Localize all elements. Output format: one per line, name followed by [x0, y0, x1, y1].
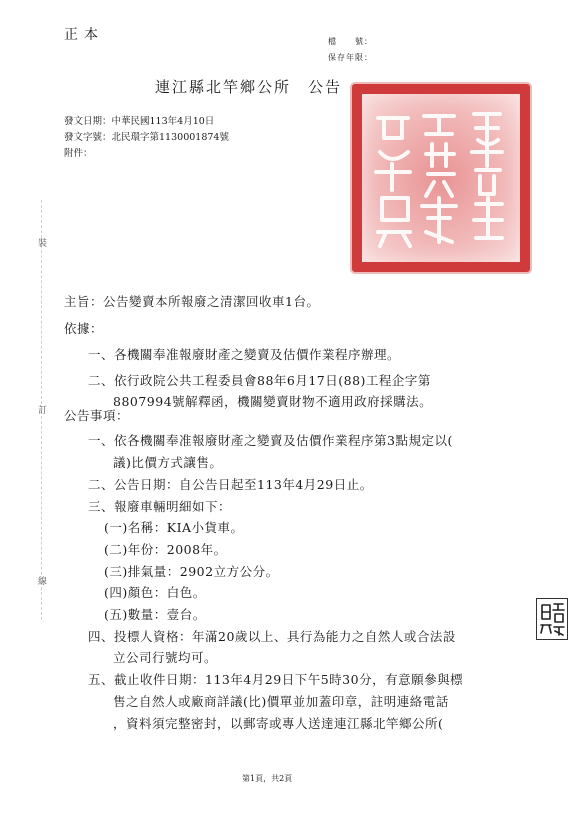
vehicle-quantity: (五)數量：壹台。: [104, 607, 206, 622]
file-number-label: 檔 號：: [328, 37, 373, 46]
notice-heading: 公告事項：: [64, 408, 130, 423]
notice-item-5-cont-2: ，資料須完整密封，以郵寄或專人送達連江縣北竿鄉公所(: [113, 716, 444, 731]
notice-item-2: 二、公告日期：自公告日起至113年4月29日止。: [88, 477, 373, 492]
page-footer: 第1頁，共2頁: [242, 774, 293, 783]
notice-item-1: 一、依各機關奉准報廢財產之變賣及估價作業程序第3點規定以(: [88, 433, 453, 448]
notice-item-4-cont: 立公司行號均可。: [113, 650, 218, 665]
notice-item-5: 五、截止收件日期：113年4月29日下午5時30分，有意願參與標: [88, 672, 464, 687]
notice-item-3: 三、報廢車輛明細如下：: [88, 499, 232, 514]
issue-ref-label: 發文字號：: [64, 132, 112, 143]
document-title: 連江縣北竿鄉公所 公告: [155, 78, 343, 96]
vehicle-color: (四)顏色：白色。: [104, 585, 206, 600]
issue-reference: [64, 129, 229, 143]
vehicle-year: (二)年份：2008年。: [104, 542, 227, 557]
notice-item-4: 四、投標人資格：年滿20歲以上、具行為能力之自然人或合法設: [88, 629, 456, 644]
binding-mark-ding: 訂: [38, 406, 48, 416]
small-stamp: [536, 598, 568, 640]
seal-glyphs: [362, 94, 520, 262]
vehicle-displacement: (三)排氣量：2902立方公分。: [104, 564, 279, 579]
basis-item-2: 二、依行政院公共工程委員會88年6月17日(88)工程企字第: [88, 373, 431, 388]
issue-ref-value: 北民環字第1130001874號: [111, 132, 229, 143]
official-seal: [352, 84, 530, 272]
vehicle-name: (一)名稱：KIA小貨車。: [104, 520, 244, 535]
binding-mark-xian: 線: [38, 577, 48, 587]
notice-item-1-cont: 議)比價方式讓售。: [113, 455, 223, 470]
attachment-label: 附件：: [64, 148, 93, 159]
retention-period-label: 保存年限：: [328, 53, 373, 62]
issue-date: [64, 113, 214, 127]
issue-date-value: 中華民國113年4月10日: [111, 116, 215, 127]
notice-item-5-cont-1: 售之自然人或廠商詳議(比)價單並加蓋印章，註明連絡電話: [113, 694, 449, 709]
basis-item-2-cont: 8807994號解釋函，機關變賣財物不適用政府採購法。: [113, 394, 433, 409]
basis-item-1: 一、各機關奉准報廢財產之變賣及估價作業程序辦理。: [88, 347, 401, 362]
basis-heading: 依據：: [64, 321, 104, 336]
issue-date-label: 發文日期：: [64, 116, 112, 127]
original-copy-mark: 正本: [64, 27, 104, 43]
subject-line: 主旨：公告變賣本所報廢之清潔回收車1台。: [64, 294, 320, 309]
binding-mark-zhuang: 裝: [38, 239, 48, 249]
small-stamp-glyph: [537, 599, 567, 639]
